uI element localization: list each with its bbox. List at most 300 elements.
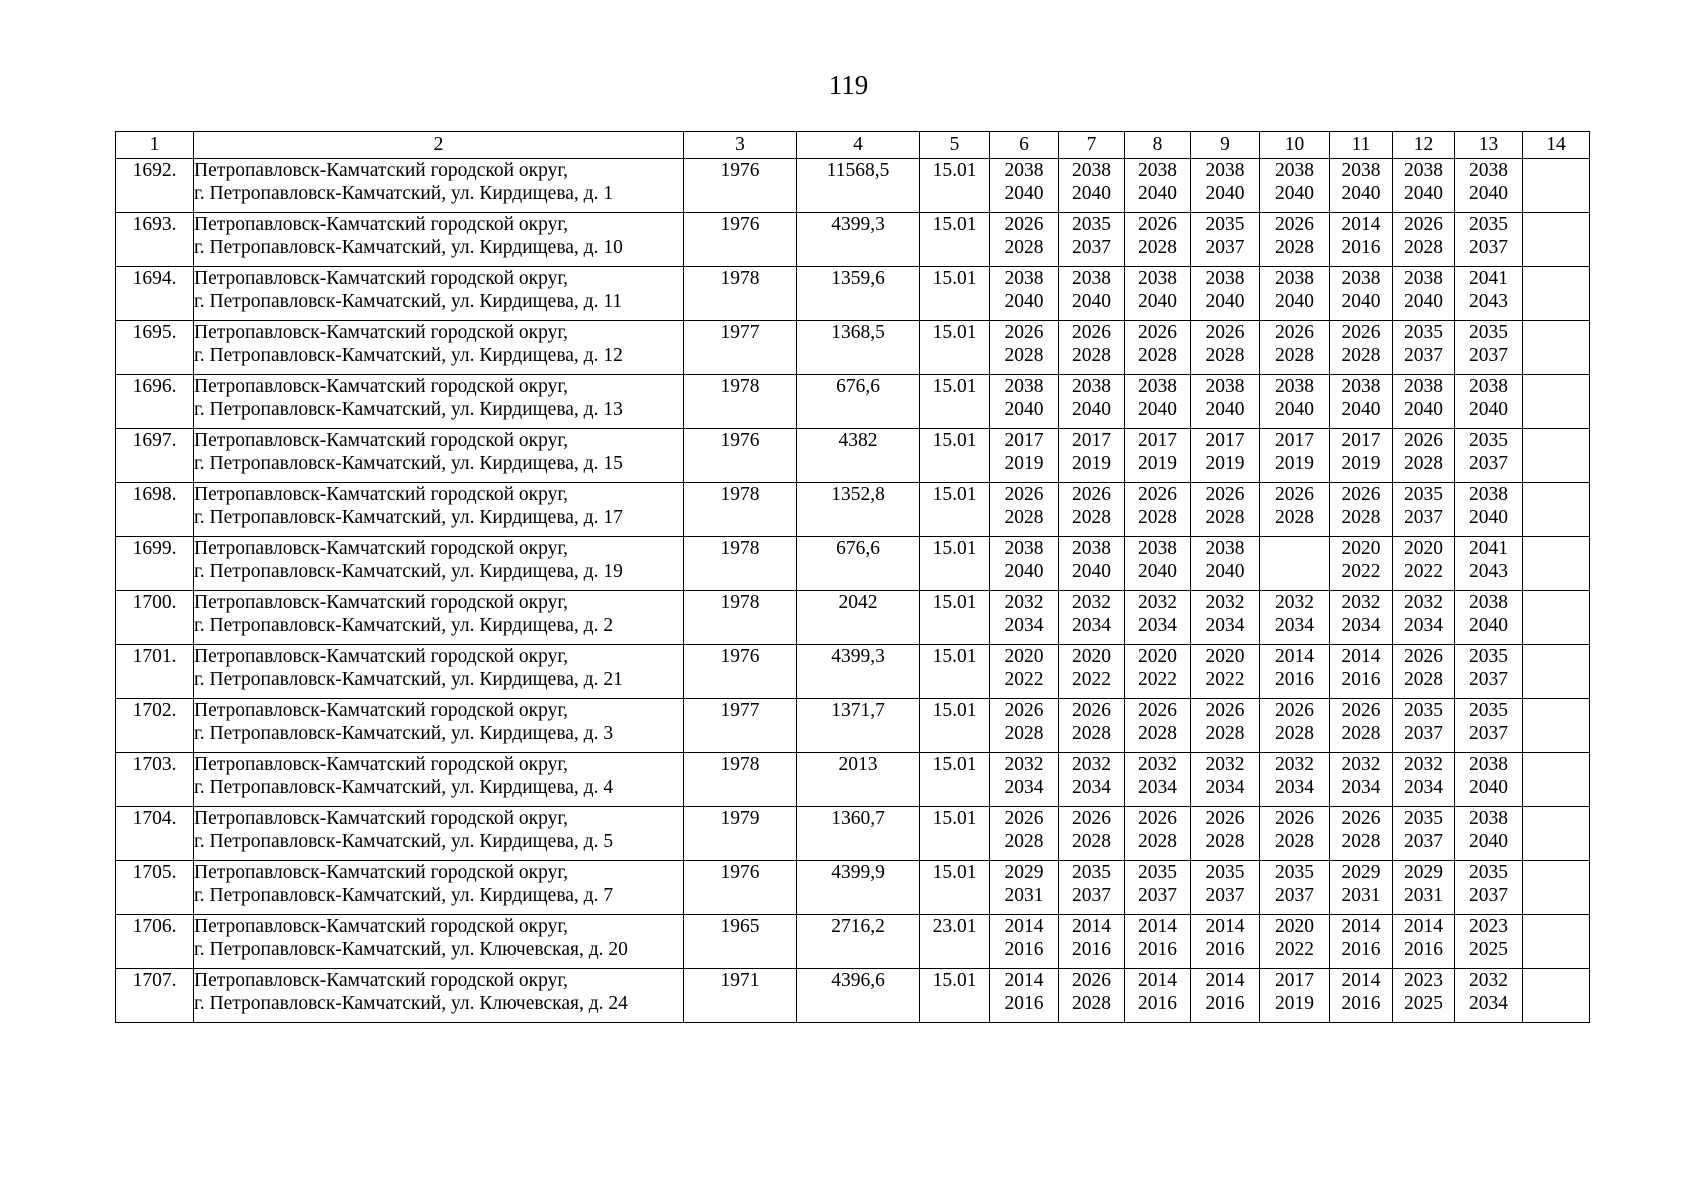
- period-start: 2020: [1072, 646, 1111, 667]
- period-cell: [990, 591, 1059, 645]
- period-start: 2014: [1404, 916, 1443, 937]
- period-end: 2019: [1072, 453, 1111, 474]
- row-number: 1695.: [116, 321, 194, 375]
- area-cell: 1359,6: [797, 267, 920, 321]
- period-start: 2026: [1404, 430, 1443, 451]
- period-end: 2028: [1138, 831, 1177, 852]
- area-cell: 2042: [797, 591, 920, 645]
- column-header: 9: [1191, 132, 1260, 159]
- address-cell: [194, 159, 684, 213]
- period-cell: [1455, 969, 1523, 1023]
- period-start: 2038: [1138, 160, 1177, 181]
- period-cell: [1393, 591, 1455, 645]
- area-cell: 4396,6: [797, 969, 920, 1023]
- period-start: 2041: [1469, 268, 1508, 289]
- area-cell: 676,6: [797, 375, 920, 429]
- period-end: 2016: [1205, 993, 1245, 1014]
- column-14-cell: [1523, 645, 1590, 699]
- row-number: 1700.: [116, 591, 194, 645]
- period-start: 2035: [1469, 700, 1508, 721]
- period-end: 2028: [1275, 831, 1314, 852]
- period-cell: [1455, 807, 1523, 861]
- period-cell: [1125, 213, 1191, 267]
- column-14-cell: [1523, 861, 1590, 915]
- period-start: 2038: [1138, 376, 1177, 397]
- period-start: 2026: [1341, 700, 1381, 721]
- area-cell: 1352,8: [797, 483, 920, 537]
- period-cell: [1125, 753, 1191, 807]
- period-cell: [1125, 429, 1191, 483]
- address-cell: [194, 915, 684, 969]
- period-cell: [1125, 645, 1191, 699]
- table-row: [116, 969, 1590, 1023]
- column-14-cell: [1523, 267, 1590, 321]
- period-end: 2016: [1072, 939, 1111, 960]
- housing-registry-table: [115, 131, 1590, 1023]
- address-line-2: г. Петропавловск-Камчатский, ул. Кирдищева, д. 5: [194, 831, 614, 852]
- table-row: [116, 807, 1590, 861]
- period-start: 2035: [1469, 214, 1508, 235]
- period-cell: [1059, 213, 1125, 267]
- period-start: 2035: [1205, 862, 1245, 883]
- period-cell: [1191, 915, 1260, 969]
- period-cell: [1330, 483, 1393, 537]
- code-cell: 15.01: [920, 753, 990, 807]
- period-cell: [990, 321, 1059, 375]
- period-start: 2038: [1469, 754, 1508, 775]
- period-start: 2038: [1138, 538, 1177, 559]
- period-cell: [990, 753, 1059, 807]
- period-end: 2028: [1275, 345, 1314, 366]
- period-end: 2037: [1469, 885, 1508, 906]
- period-start: 2026: [1341, 484, 1381, 505]
- period-end: 2028: [1004, 831, 1044, 852]
- address-line-1: Петропавловск-Камчатский городской округ,: [194, 646, 569, 667]
- period-cell: [1330, 699, 1393, 753]
- period-end: 2028: [1138, 723, 1177, 744]
- period-start: 2038: [1004, 538, 1044, 559]
- table-row: [116, 645, 1590, 699]
- period-cell: [1059, 915, 1125, 969]
- build-year-cell: 1979: [684, 807, 797, 861]
- address-cell: [194, 267, 684, 321]
- period-end: 2040: [1138, 183, 1177, 204]
- period-start: 2032: [1275, 754, 1314, 775]
- period-end: 2034: [1404, 615, 1443, 636]
- period-end: 2040: [1275, 183, 1314, 204]
- address-line-1: Петропавловск-Камчатский городской округ,: [194, 430, 569, 451]
- period-end: 2040: [1205, 399, 1245, 420]
- period-start: 2020: [1205, 646, 1245, 667]
- period-cell: [1330, 591, 1393, 645]
- period-end: 2016: [1004, 939, 1044, 960]
- period-cell: [1393, 159, 1455, 213]
- code-cell: 15.01: [920, 375, 990, 429]
- period-end: 2016: [1004, 993, 1044, 1014]
- period-start: 2038: [1469, 592, 1508, 613]
- period-end: 2040: [1404, 291, 1443, 312]
- period-cell: [1260, 213, 1330, 267]
- period-cell: [1059, 375, 1125, 429]
- period-cell: [990, 861, 1059, 915]
- period-cell: [1059, 267, 1125, 321]
- period-start: 2026: [1072, 484, 1111, 505]
- period-end: 2028: [1138, 345, 1177, 366]
- period-start: 2038: [1072, 160, 1111, 181]
- period-cell: [990, 969, 1059, 1023]
- period-start: 2026: [1275, 214, 1314, 235]
- table-row: [116, 321, 1590, 375]
- period-end: 2040: [1004, 561, 1044, 582]
- period-end: 2022: [1004, 669, 1044, 690]
- period-end: 2040: [1004, 399, 1044, 420]
- period-cell: [1191, 159, 1260, 213]
- period-start: 2026: [1004, 700, 1044, 721]
- address-line-1: Петропавловск-Камчатский городской округ,: [194, 700, 569, 721]
- page-number: 119: [828, 70, 869, 100]
- period-cell: [1059, 321, 1125, 375]
- period-cell: [1393, 645, 1455, 699]
- period-end: 2016: [1341, 993, 1381, 1014]
- period-end: 2040: [1072, 183, 1111, 204]
- period-cell: [1125, 591, 1191, 645]
- period-cell: [990, 483, 1059, 537]
- period-cell: [1455, 483, 1523, 537]
- table-row: [116, 483, 1590, 537]
- period-start: 2014: [1341, 214, 1381, 235]
- period-cell: [1455, 429, 1523, 483]
- period-end: 2016: [1275, 669, 1314, 690]
- period-cell: [1455, 213, 1523, 267]
- code-cell: 15.01: [920, 159, 990, 213]
- period-start: 2026: [1072, 970, 1111, 991]
- period-start: 2041: [1469, 538, 1508, 559]
- period-cell: [1260, 483, 1330, 537]
- area-cell: 4399,3: [797, 645, 920, 699]
- period-cell: [1191, 321, 1260, 375]
- period-end: 2037: [1404, 831, 1443, 852]
- period-end: 2019: [1004, 453, 1044, 474]
- period-cell: [1330, 915, 1393, 969]
- period-start: 2017: [1072, 430, 1111, 451]
- period-end: 2028: [1138, 237, 1177, 258]
- address-line-1: Петропавловск-Камчатский городской округ,: [194, 916, 569, 937]
- row-number: 1699.: [116, 537, 194, 591]
- period-end: 2037: [1072, 885, 1111, 906]
- address-line-2: г. Петропавловск-Камчатский, ул. Кирдищева, д. 10: [194, 237, 623, 258]
- period-start: 2026: [1341, 808, 1381, 829]
- period-cell: [1393, 699, 1455, 753]
- code-cell: 15.01: [920, 861, 990, 915]
- address-line-2: г. Петропавловск-Камчатский, ул. Кирдищева, д. 15: [194, 453, 623, 474]
- row-number: 1696.: [116, 375, 194, 429]
- period-start: 2038: [1138, 268, 1177, 289]
- table-row: [116, 699, 1590, 753]
- period-start: 2026: [1072, 700, 1111, 721]
- period-end: 2040: [1072, 291, 1111, 312]
- area-cell: 11568,5: [797, 159, 920, 213]
- period-end: 2040: [1469, 183, 1508, 204]
- period-end: 2034: [1275, 777, 1314, 798]
- period-cell: [1393, 483, 1455, 537]
- period-cell: [1260, 753, 1330, 807]
- period-end: 2040: [1341, 291, 1381, 312]
- address-line-1: Петропавловск-Камчатский городской округ,: [194, 538, 569, 559]
- address-line-2: г. Петропавловск-Камчатский, ул. Кирдищева, д. 11: [194, 291, 623, 312]
- period-end: 2016: [1341, 939, 1381, 960]
- period-end: 2028: [1205, 723, 1245, 744]
- period-start: 2014: [1138, 916, 1177, 937]
- address-cell: [194, 861, 684, 915]
- period-end: 2019: [1341, 453, 1381, 474]
- period-end: 2025: [1404, 993, 1443, 1014]
- period-cell: [1330, 645, 1393, 699]
- period-end: 2040: [1138, 561, 1177, 582]
- build-year-cell: 1976: [684, 645, 797, 699]
- period-cell: [1191, 969, 1260, 1023]
- address-line-2: г. Петропавловск-Камчатский, ул. Кирдищева, д. 19: [194, 561, 623, 582]
- period-cell: [1125, 969, 1191, 1023]
- code-cell: 15.01: [920, 429, 990, 483]
- period-end: 2034: [1205, 615, 1245, 636]
- period-end: 2040: [1275, 291, 1314, 312]
- address-line-1: Петропавловск-Камчатский городской округ,: [194, 862, 569, 883]
- column-header: 14: [1523, 132, 1590, 159]
- column-header: 2: [194, 132, 684, 159]
- address-line-2: г. Петропавловск-Камчатский, ул. Кирдищева, д. 12: [194, 345, 623, 366]
- period-end: 2028: [1004, 237, 1044, 258]
- period-cell: [1393, 807, 1455, 861]
- period-start: 2026: [1205, 808, 1245, 829]
- code-cell: 15.01: [920, 969, 990, 1023]
- period-start: 2038: [1275, 268, 1314, 289]
- period-end: 2034: [1205, 777, 1245, 798]
- period-start: 2038: [1275, 160, 1314, 181]
- period-end: 2037: [1404, 723, 1443, 744]
- period-start: 2029: [1004, 862, 1044, 883]
- period-start: 2014: [1004, 916, 1044, 937]
- period-end: 2034: [1341, 777, 1381, 798]
- column-header: 13: [1455, 132, 1523, 159]
- address-cell: [194, 645, 684, 699]
- period-cell: [1059, 645, 1125, 699]
- period-cell: [1059, 699, 1125, 753]
- build-year-cell: 1976: [684, 861, 797, 915]
- area-cell: 4399,9: [797, 861, 920, 915]
- column-header: 11: [1330, 132, 1393, 159]
- period-start: 2035: [1469, 430, 1508, 451]
- period-cell: [1260, 699, 1330, 753]
- period-end: 2043: [1469, 291, 1508, 312]
- period-end: 2028: [1205, 831, 1245, 852]
- code-cell: 15.01: [920, 645, 990, 699]
- table-body: [116, 159, 1590, 1023]
- period-cell: [1455, 591, 1523, 645]
- area-cell: 2716,2: [797, 915, 920, 969]
- period-start: 2014: [1341, 916, 1381, 937]
- period-end: 2028: [1072, 723, 1111, 744]
- period-cell: [1260, 969, 1330, 1023]
- code-cell: 15.01: [920, 591, 990, 645]
- period-start: 2026: [1138, 484, 1177, 505]
- period-start: 2026: [1004, 808, 1044, 829]
- period-start: 2038: [1404, 268, 1443, 289]
- address-line-2: г. Петропавловск-Камчатский, ул. Кирдищева, д. 17: [194, 507, 623, 528]
- period-end: 2034: [1072, 777, 1111, 798]
- period-start: 2032: [1004, 592, 1044, 613]
- table-row: [116, 213, 1590, 267]
- period-start: 2020: [1404, 538, 1443, 559]
- period-cell: [1455, 537, 1523, 591]
- table-row: [116, 591, 1590, 645]
- column-14-cell: [1523, 915, 1590, 969]
- address-cell: [194, 969, 684, 1023]
- build-year-cell: 1976: [684, 159, 797, 213]
- code-cell: 15.01: [920, 213, 990, 267]
- period-start: 2035: [1404, 322, 1443, 343]
- row-number: 1692.: [116, 159, 194, 213]
- period-end: 2040: [1404, 399, 1443, 420]
- period-cell: [1455, 267, 1523, 321]
- period-end: 2022: [1138, 669, 1177, 690]
- period-end: 2034: [1341, 615, 1381, 636]
- area-cell: 1360,7: [797, 807, 920, 861]
- address-line-2: г. Петропавловск-Камчатский, ул. Ключевская, д. 24: [194, 993, 628, 1014]
- address-line-1: Петропавловск-Камчатский городской округ,: [194, 376, 569, 397]
- period-end: 2028: [1404, 237, 1443, 258]
- period-cell: [990, 699, 1059, 753]
- period-start: 2038: [1205, 376, 1245, 397]
- area-cell: 676,6: [797, 537, 920, 591]
- period-end: 2037: [1275, 885, 1314, 906]
- period-end: 2040: [1004, 291, 1044, 312]
- period-start: 2017: [1004, 430, 1044, 451]
- period-cell: [1191, 537, 1260, 591]
- period-end: 2034: [1004, 615, 1044, 636]
- period-cell: [1059, 807, 1125, 861]
- period-cell: [1330, 375, 1393, 429]
- period-end: 2019: [1138, 453, 1177, 474]
- period-start: 2032: [1341, 754, 1381, 775]
- column-header: 5: [920, 132, 990, 159]
- address-line-2: г. Петропавловск-Камчатский, ул. Кирдищева, д. 1: [194, 183, 614, 204]
- period-start: 2026: [1138, 700, 1177, 721]
- period-cell: [990, 645, 1059, 699]
- column-header: 3: [684, 132, 797, 159]
- period-end: 2028: [1072, 993, 1111, 1014]
- period-end: 2037: [1404, 507, 1443, 528]
- address-line-1: Петропавловск-Камчатский городской округ,: [194, 214, 569, 235]
- period-start: 2020: [1138, 646, 1177, 667]
- period-cell: [1059, 537, 1125, 591]
- code-cell: 15.01: [920, 699, 990, 753]
- row-number: 1694.: [116, 267, 194, 321]
- period-end: 2016: [1341, 669, 1381, 690]
- address-line-1: Петропавловск-Камчатский городской округ,: [194, 268, 569, 289]
- period-end: 2034: [1469, 993, 1508, 1014]
- address-cell: [194, 213, 684, 267]
- period-start: 2038: [1072, 376, 1111, 397]
- period-start: 2038: [1469, 808, 1508, 829]
- period-end: 2040: [1469, 507, 1508, 528]
- period-end: 2040: [1004, 183, 1044, 204]
- address-line-2: г. Петропавловск-Камчатский, ул. Кирдищева, д. 7: [194, 885, 614, 906]
- address-cell: [194, 429, 684, 483]
- period-end: 2016: [1138, 993, 1177, 1014]
- period-end: 2040: [1138, 399, 1177, 420]
- period-end: 2025: [1469, 939, 1508, 960]
- area-cell: 1371,7: [797, 699, 920, 753]
- period-end: 2037: [1469, 345, 1508, 366]
- table-row: [116, 429, 1590, 483]
- period-end: 2016: [1138, 939, 1177, 960]
- table-row: [116, 753, 1590, 807]
- column-header: 6: [990, 132, 1059, 159]
- period-cell: [990, 375, 1059, 429]
- period-cell: [1330, 213, 1393, 267]
- period-end: 2028: [1072, 345, 1111, 366]
- row-number: 1693.: [116, 213, 194, 267]
- period-end: 2040: [1469, 399, 1508, 420]
- address-line-2: г. Петропавловск-Камчатский, ул. Кирдищева, д. 3: [194, 723, 614, 744]
- period-start: 2032: [1004, 754, 1044, 775]
- period-cell: [1191, 861, 1260, 915]
- period-cell: [1393, 375, 1455, 429]
- period-cell: [1059, 483, 1125, 537]
- code-cell: 15.01: [920, 483, 990, 537]
- period-cell: [1455, 861, 1523, 915]
- build-year-cell: 1978: [684, 591, 797, 645]
- period-start: 2032: [1404, 754, 1443, 775]
- build-year-cell: 1965: [684, 915, 797, 969]
- period-cell: [1125, 159, 1191, 213]
- column-14-cell: [1523, 699, 1590, 753]
- period-start: 2017: [1275, 970, 1314, 991]
- column-header: 7: [1059, 132, 1125, 159]
- address-line-1: Петропавловск-Камчатский городской округ,: [194, 484, 569, 505]
- period-cell: [1330, 537, 1393, 591]
- period-cell: [990, 807, 1059, 861]
- period-end: 2040: [1469, 831, 1508, 852]
- column-header: 1: [116, 132, 194, 159]
- address-line-1: Петропавловск-Камчатский городской округ,: [194, 592, 569, 613]
- table-row: [116, 267, 1590, 321]
- period-cell: [1393, 213, 1455, 267]
- period-cell: [1059, 429, 1125, 483]
- period-start: 2026: [1138, 214, 1177, 235]
- column-14-cell: [1523, 159, 1590, 213]
- column-header: 4: [797, 132, 920, 159]
- period-end: 2037: [1469, 453, 1508, 474]
- period-start: 2038: [1404, 160, 1443, 181]
- period-cell: [1455, 915, 1523, 969]
- period-cell: [1330, 969, 1393, 1023]
- period-start: 2026: [1341, 322, 1381, 343]
- period-cell: [1125, 861, 1191, 915]
- period-start: 2038: [1404, 376, 1443, 397]
- period-cell: [1191, 483, 1260, 537]
- period-cell: [1191, 699, 1260, 753]
- row-number: 1703.: [116, 753, 194, 807]
- period-end: 2037: [1138, 885, 1177, 906]
- period-start: 2026: [1072, 322, 1111, 343]
- period-cell: [1191, 213, 1260, 267]
- period-cell: [1393, 915, 1455, 969]
- row-number: 1705.: [116, 861, 194, 915]
- area-cell: 4399,3: [797, 213, 920, 267]
- period-end: 2028: [1341, 831, 1381, 852]
- address-cell: [194, 483, 684, 537]
